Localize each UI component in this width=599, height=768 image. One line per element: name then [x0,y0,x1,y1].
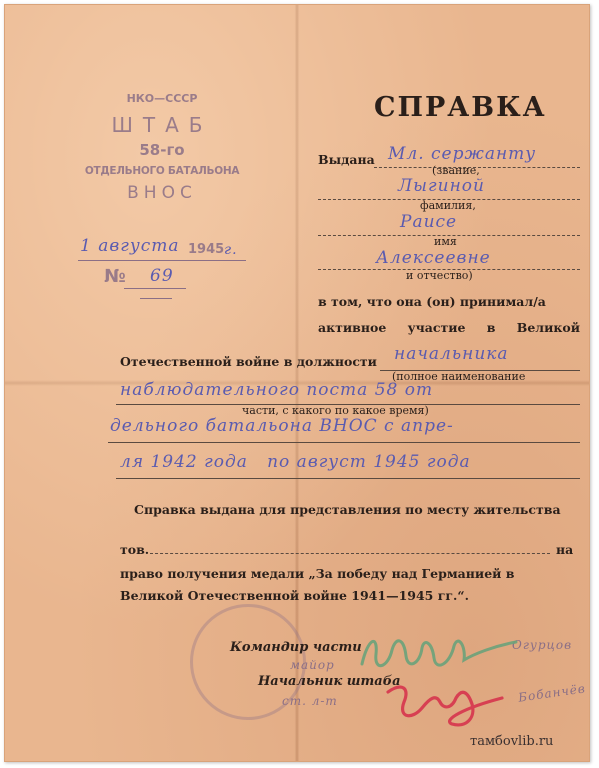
stamp-line-number: 58-го [139,141,185,159]
issued-label: Выдана [318,152,375,167]
body-word-great: Великой [516,320,580,335]
unit-hint: части, с какого по какое время) [242,404,429,417]
patronymic-value: Алексеевне [376,248,491,268]
stamp-line-shtab: ШТАБ [111,113,213,137]
stamp-line-nko: НКО—СССР [126,92,198,105]
stamp-number-sign: № [104,266,126,287]
stamp-number-underline [124,288,186,289]
tov-line [150,553,550,554]
body-word-active: активное [318,320,387,335]
tov-label: тов. [120,542,150,557]
mayor-handwritten: майор [290,658,335,672]
unit-stamp [82,92,242,203]
position-line-4 [116,478,580,479]
stamp-line-battalion: ОТДЕЛЬНОГО БАТАЛЬОНА [84,165,240,177]
position-value-1: начальника [394,344,509,364]
rank-value: Мл. сержанту [388,144,537,164]
surname-value: Лыгиной [398,176,485,196]
stamp-date-underline [78,260,246,261]
purpose-text: Справка выдана для представления по месту жительства [134,502,561,517]
chief-label: Начальник штаба [258,674,401,689]
position-value-4: ля 1942 года по август 1945 года [120,452,471,472]
patronymic-hint: и отчество) [406,269,473,282]
commander-label: Командир части [230,640,362,655]
body-line-b [318,320,580,335]
stamp-date-handwritten: 1 августа [80,236,180,256]
stamp-line-vnos: ВНОС [127,183,197,203]
body-line-a: в том, что она (он) принимал/а [318,294,546,309]
name1-handwritten: Огурцов [512,638,573,652]
position-value-3: дельного батальона ВНОС с апре- [110,416,454,436]
body-word-participation: участие [407,320,466,335]
surname-hint: фамилия, [420,199,476,212]
certificate-paper [4,4,590,762]
medal-line-1: право получения медали „За победу над Германией в [120,566,515,581]
body-line-c: Отечественной войне в должности [120,354,377,369]
position-value-2: наблюдательного поста 58 от [120,380,434,400]
medal-line-2: Великой Отечественной войне 1941—1945 гг.“. [120,588,469,603]
stamp-number-underline-2 [140,298,172,299]
na-label: на [556,542,574,557]
name-value: Раисе [400,212,458,232]
position-line-3 [108,442,580,443]
rank-hint: (звание, [432,164,480,177]
chief-signature [382,668,512,732]
name-hint: имя [434,235,457,248]
lt-handwritten: ст. л-т [282,694,338,708]
page-title: СПРАВКА [374,92,547,123]
body-word-in: в [486,320,496,335]
stamp-year-suffix: г. [224,242,238,258]
name2-handwritten: Бобанчёв [517,681,587,705]
position-hint: (полное наименование [392,370,526,383]
watermark: тамбovlib.ru [470,734,554,749]
stamp-number-handwritten: 69 [150,266,174,286]
stamp-year: 1945 [188,242,225,257]
